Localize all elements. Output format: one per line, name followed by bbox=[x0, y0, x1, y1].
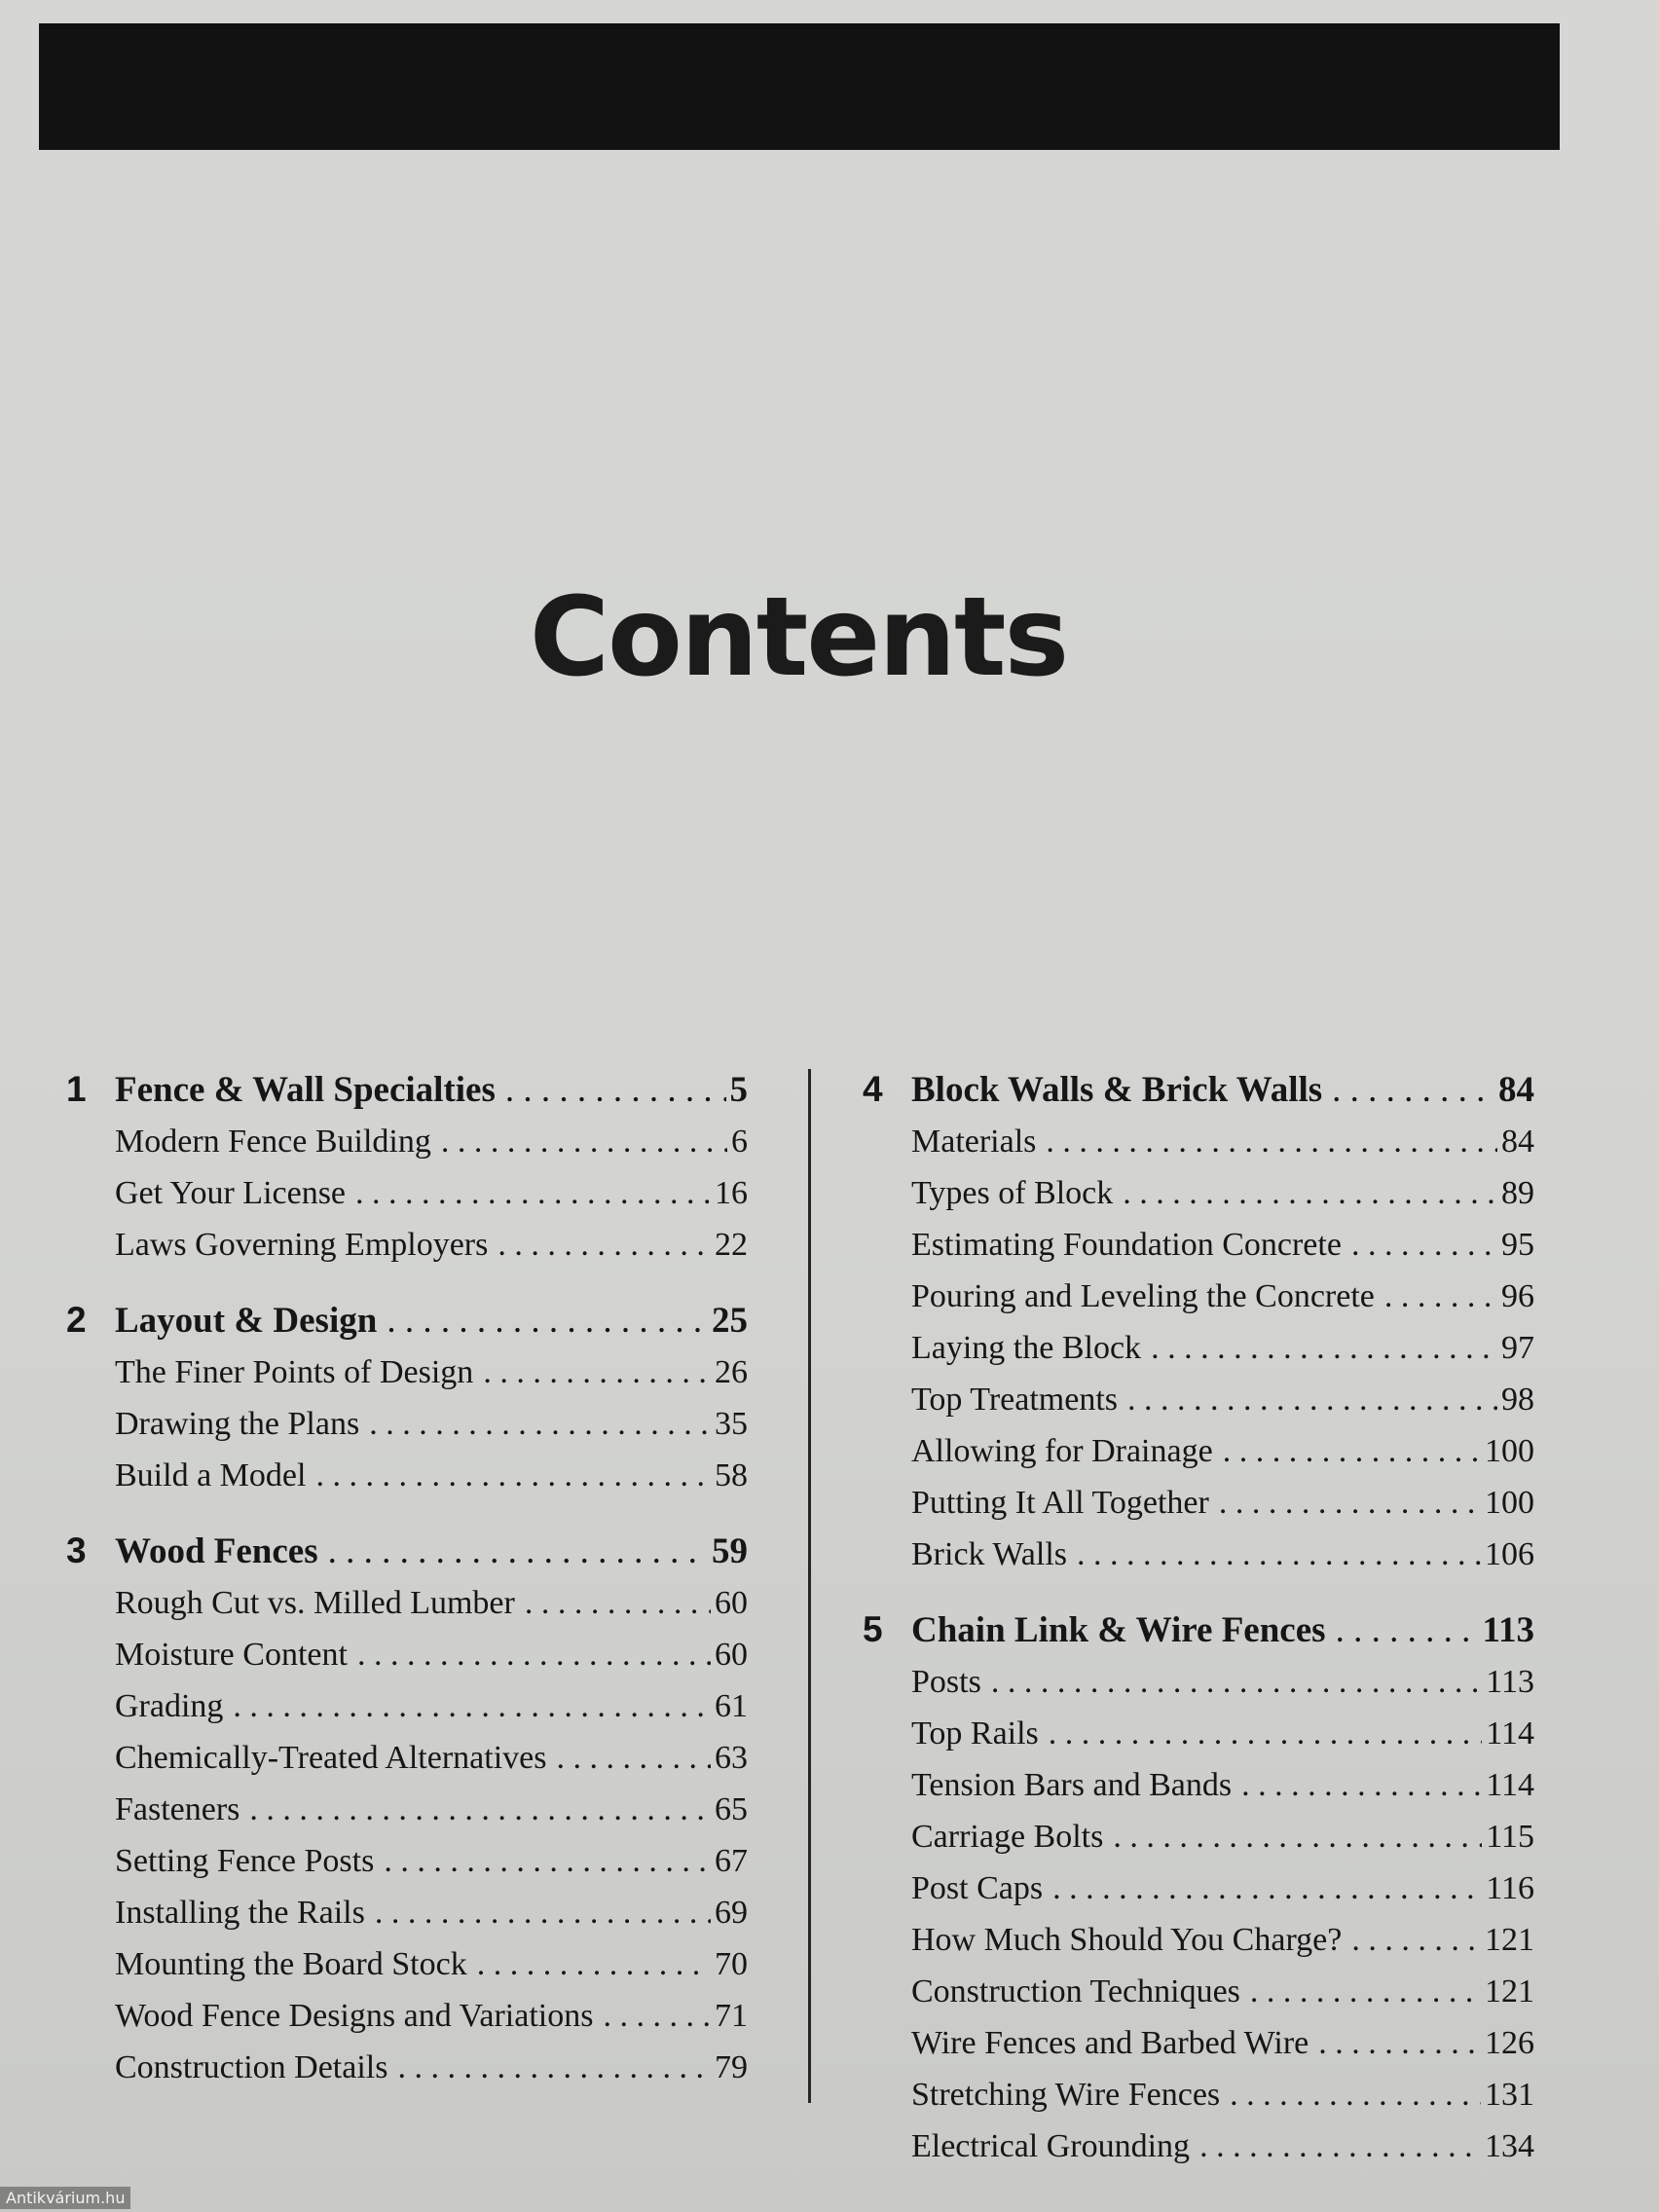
entry-title: Chemically-Treated Alternatives bbox=[115, 1740, 547, 1776]
toc-entry bbox=[863, 1870, 1534, 1922]
toc-chapter bbox=[66, 1530, 748, 2101]
entry-page-number: 63 bbox=[715, 1740, 748, 1776]
entry-title: Allowing for Drainage bbox=[911, 1433, 1213, 1469]
toc-entry bbox=[863, 1664, 1534, 1715]
entry-title: Stretching Wire Fences bbox=[911, 2077, 1221, 2113]
entry-page-number: 100 bbox=[1485, 1433, 1534, 1469]
dot-leader bbox=[1318, 2025, 1481, 2062]
dot-leader bbox=[397, 2049, 711, 2086]
entry-title: Brick Walls bbox=[911, 1536, 1068, 1572]
entry-page-number: 121 bbox=[1485, 1973, 1534, 2009]
entry-title: Estimating Foundation Concrete bbox=[911, 1227, 1342, 1263]
toc-entry bbox=[66, 2049, 748, 2101]
toc-entry bbox=[66, 1791, 748, 1843]
toc-entry bbox=[66, 1998, 748, 2049]
toc-entry bbox=[66, 1637, 748, 1688]
entry-page-number: 84 bbox=[1501, 1124, 1534, 1160]
entry-title: Modern Fence Building bbox=[115, 1124, 431, 1160]
toc-entry bbox=[66, 1175, 748, 1227]
chapter-number: 2 bbox=[66, 1300, 87, 1340]
chapter-number: 3 bbox=[66, 1530, 87, 1570]
entry-page-number: 16 bbox=[715, 1175, 748, 1211]
dot-leader bbox=[1223, 1433, 1481, 1470]
toc-chapter bbox=[66, 1069, 748, 1278]
entry-title: Types of Block bbox=[911, 1175, 1114, 1211]
entry-title: The Finer Points of Design bbox=[115, 1354, 474, 1390]
dot-leader bbox=[328, 1530, 708, 1572]
entry-title: Wood Fence Designs and Variations bbox=[115, 1998, 594, 2034]
toc-entry bbox=[863, 1175, 1534, 1227]
dot-leader bbox=[355, 1175, 711, 1212]
dot-leader bbox=[1113, 1819, 1482, 1856]
entry-title: Construction Details bbox=[115, 2049, 388, 2085]
entry-title: Moisture Content bbox=[115, 1637, 348, 1673]
entry-title: Wire Fences and Barbed Wire bbox=[911, 2025, 1309, 2061]
chapter-title: Chain Link & Wire Fences bbox=[911, 1610, 1326, 1650]
chapter-number: 1 bbox=[66, 1069, 87, 1109]
dot-leader bbox=[441, 1124, 727, 1161]
toc-entry bbox=[66, 1843, 748, 1895]
entry-page-number: 89 bbox=[1501, 1175, 1534, 1211]
dot-leader bbox=[477, 1946, 711, 1983]
dot-leader bbox=[1077, 1536, 1481, 1573]
entry-page-number: 22 bbox=[715, 1227, 748, 1263]
entry-title: Carriage Bolts bbox=[911, 1819, 1104, 1855]
chapter-page-number: 113 bbox=[1482, 1610, 1534, 1650]
entry-title: Build a Model bbox=[115, 1457, 307, 1493]
entry-title: Laying the Block bbox=[911, 1330, 1142, 1366]
entry-title: Drawing the Plans bbox=[115, 1406, 360, 1442]
entry-title: Posts bbox=[911, 1664, 981, 1700]
dot-leader bbox=[387, 1300, 708, 1342]
toc-left-column bbox=[66, 1069, 748, 2122]
entry-title: Setting Fence Posts bbox=[115, 1843, 375, 1879]
entry-page-number: 6 bbox=[731, 1124, 748, 1160]
chapter-number: 5 bbox=[863, 1609, 883, 1649]
chapter-page-number: 5 bbox=[729, 1070, 748, 1110]
toc-entry bbox=[66, 1406, 748, 1457]
dot-leader bbox=[369, 1406, 711, 1443]
toc-entry bbox=[66, 1688, 748, 1740]
entry-page-number: 134 bbox=[1485, 2128, 1534, 2164]
toc-chapter bbox=[66, 1300, 748, 1509]
toc-entry bbox=[66, 1585, 748, 1637]
dot-leader bbox=[498, 1227, 711, 1264]
entry-page-number: 69 bbox=[715, 1895, 748, 1931]
dot-leader bbox=[1351, 1922, 1481, 1959]
entry-page-number: 106 bbox=[1485, 1536, 1534, 1572]
entry-title: Materials bbox=[911, 1124, 1037, 1160]
toc-entry bbox=[863, 1485, 1534, 1536]
entry-title: Installing the Rails bbox=[115, 1895, 365, 1931]
chapter-page-number: 84 bbox=[1498, 1070, 1534, 1110]
dot-leader bbox=[233, 1688, 711, 1725]
entry-title: Post Caps bbox=[911, 1870, 1044, 1906]
entry-title: Electrical Grounding bbox=[911, 2128, 1191, 2164]
entry-page-number: 60 bbox=[715, 1585, 748, 1621]
toc-entry bbox=[863, 1227, 1534, 1278]
dot-leader bbox=[525, 1585, 711, 1622]
dot-leader bbox=[1052, 1870, 1482, 1907]
chapter-title: Layout & Design bbox=[115, 1301, 378, 1341]
entry-page-number: 95 bbox=[1501, 1227, 1534, 1263]
toc-entry bbox=[863, 1278, 1534, 1330]
chapter-heading bbox=[66, 1530, 748, 1585]
toc-entry bbox=[863, 1767, 1534, 1819]
dot-leader bbox=[1151, 1330, 1497, 1367]
dot-leader bbox=[1230, 2077, 1481, 2114]
dot-leader bbox=[315, 1457, 711, 1494]
chapter-heading bbox=[66, 1069, 748, 1124]
dot-leader bbox=[1351, 1227, 1497, 1264]
dot-leader bbox=[505, 1069, 726, 1111]
dot-leader bbox=[249, 1791, 711, 1828]
toc-entry bbox=[863, 1536, 1534, 1588]
toc-entry bbox=[863, 1382, 1534, 1433]
dot-leader bbox=[1219, 1485, 1481, 1522]
toc-entry bbox=[863, 1819, 1534, 1870]
toc-chapter bbox=[863, 1069, 1534, 1588]
entry-title: Mounting the Board Stock bbox=[115, 1946, 467, 1982]
toc-entry bbox=[66, 1227, 748, 1278]
dot-leader bbox=[483, 1354, 711, 1391]
entry-page-number: 114 bbox=[1486, 1715, 1534, 1751]
entry-page-number: 113 bbox=[1486, 1664, 1534, 1700]
entry-title: Top Rails bbox=[911, 1715, 1039, 1751]
entry-page-number: 96 bbox=[1501, 1278, 1534, 1314]
entry-page-number: 121 bbox=[1485, 1922, 1534, 1958]
dot-leader bbox=[1332, 1069, 1494, 1111]
entry-page-number: 65 bbox=[715, 1791, 748, 1827]
toc-entry bbox=[66, 1740, 748, 1791]
entry-page-number: 70 bbox=[715, 1946, 748, 1982]
entry-page-number: 35 bbox=[715, 1406, 748, 1442]
toc-entry bbox=[66, 1354, 748, 1406]
dot-leader bbox=[1199, 2128, 1481, 2165]
entry-title: Grading bbox=[115, 1688, 224, 1724]
dot-leader bbox=[1046, 1124, 1497, 1161]
watermark-label: Antikvárium.hu bbox=[0, 2187, 130, 2209]
entry-title: Putting It All Together bbox=[911, 1485, 1209, 1521]
chapter-heading bbox=[863, 1609, 1534, 1664]
toc-entry bbox=[863, 1922, 1534, 1973]
header-black-bar bbox=[39, 23, 1560, 150]
toc-entry bbox=[863, 1433, 1534, 1485]
dot-leader bbox=[375, 1895, 711, 1932]
chapter-heading bbox=[66, 1300, 748, 1354]
entry-page-number: 100 bbox=[1485, 1485, 1534, 1521]
dot-leader bbox=[556, 1740, 711, 1777]
toc-entry bbox=[863, 2077, 1534, 2128]
dot-leader bbox=[1336, 1609, 1479, 1651]
toc-entry bbox=[863, 1973, 1534, 2025]
dot-leader bbox=[1123, 1175, 1497, 1212]
dot-leader bbox=[991, 1664, 1482, 1701]
entry-title: Fasteners bbox=[115, 1791, 240, 1827]
toc-entry bbox=[863, 2025, 1534, 2077]
entry-page-number: 116 bbox=[1486, 1870, 1534, 1906]
entry-title: Get Your License bbox=[115, 1175, 347, 1211]
entry-title: How Much Should You Charge? bbox=[911, 1922, 1343, 1958]
toc-entry bbox=[66, 1457, 748, 1509]
entry-page-number: 97 bbox=[1501, 1330, 1534, 1366]
entry-page-number: 67 bbox=[715, 1843, 748, 1879]
entry-title: Construction Techniques bbox=[911, 1973, 1240, 2009]
dot-leader bbox=[603, 1998, 711, 2035]
entry-title: Pouring and Leveling the Concrete bbox=[911, 1278, 1375, 1314]
chapter-number: 4 bbox=[863, 1069, 883, 1109]
chapter-heading bbox=[863, 1069, 1534, 1124]
entry-page-number: 71 bbox=[715, 1998, 748, 2034]
dot-leader bbox=[1127, 1382, 1497, 1419]
dot-leader bbox=[1241, 1767, 1482, 1804]
toc-entry bbox=[863, 1124, 1534, 1175]
chapter-title: Wood Fences bbox=[115, 1531, 318, 1571]
chapter-page-number: 25 bbox=[712, 1301, 748, 1341]
toc-right-column bbox=[863, 1069, 1534, 2201]
dot-leader bbox=[357, 1637, 711, 1674]
chapter-title: Block Walls & Brick Walls bbox=[911, 1070, 1323, 1110]
toc-entry bbox=[66, 1895, 748, 1946]
toc-entry bbox=[863, 2128, 1534, 2180]
dot-leader bbox=[1049, 1715, 1482, 1752]
entry-page-number: 115 bbox=[1486, 1819, 1534, 1855]
entry-page-number: 60 bbox=[715, 1637, 748, 1673]
dot-leader bbox=[1384, 1278, 1497, 1315]
toc-entry bbox=[863, 1715, 1534, 1767]
toc-entry bbox=[66, 1946, 748, 1998]
dot-leader bbox=[1250, 1973, 1481, 2010]
entry-page-number: 26 bbox=[715, 1354, 748, 1390]
toc-entry bbox=[863, 1330, 1534, 1382]
entry-title: Top Treatments bbox=[911, 1382, 1119, 1418]
entry-page-number: 131 bbox=[1485, 2077, 1534, 2113]
entry-page-number: 114 bbox=[1486, 1767, 1534, 1803]
entry-title: Laws Governing Employers bbox=[115, 1227, 489, 1263]
dot-leader bbox=[384, 1843, 711, 1880]
chapter-title: Fence & Wall Specialties bbox=[115, 1070, 496, 1110]
page-title: Contents bbox=[529, 574, 1068, 701]
toc-entry bbox=[66, 1124, 748, 1175]
entry-title: Tension Bars and Bands bbox=[911, 1767, 1233, 1803]
entry-page-number: 98 bbox=[1501, 1382, 1534, 1418]
entry-page-number: 79 bbox=[715, 2049, 748, 2085]
entry-page-number: 58 bbox=[715, 1457, 748, 1493]
entry-page-number: 126 bbox=[1485, 2025, 1534, 2061]
toc-chapter bbox=[863, 1609, 1534, 2180]
chapter-page-number: 59 bbox=[712, 1531, 748, 1571]
column-divider bbox=[808, 1069, 811, 2103]
entry-title: Rough Cut vs. Milled Lumber bbox=[115, 1585, 515, 1621]
entry-page-number: 61 bbox=[715, 1688, 748, 1724]
